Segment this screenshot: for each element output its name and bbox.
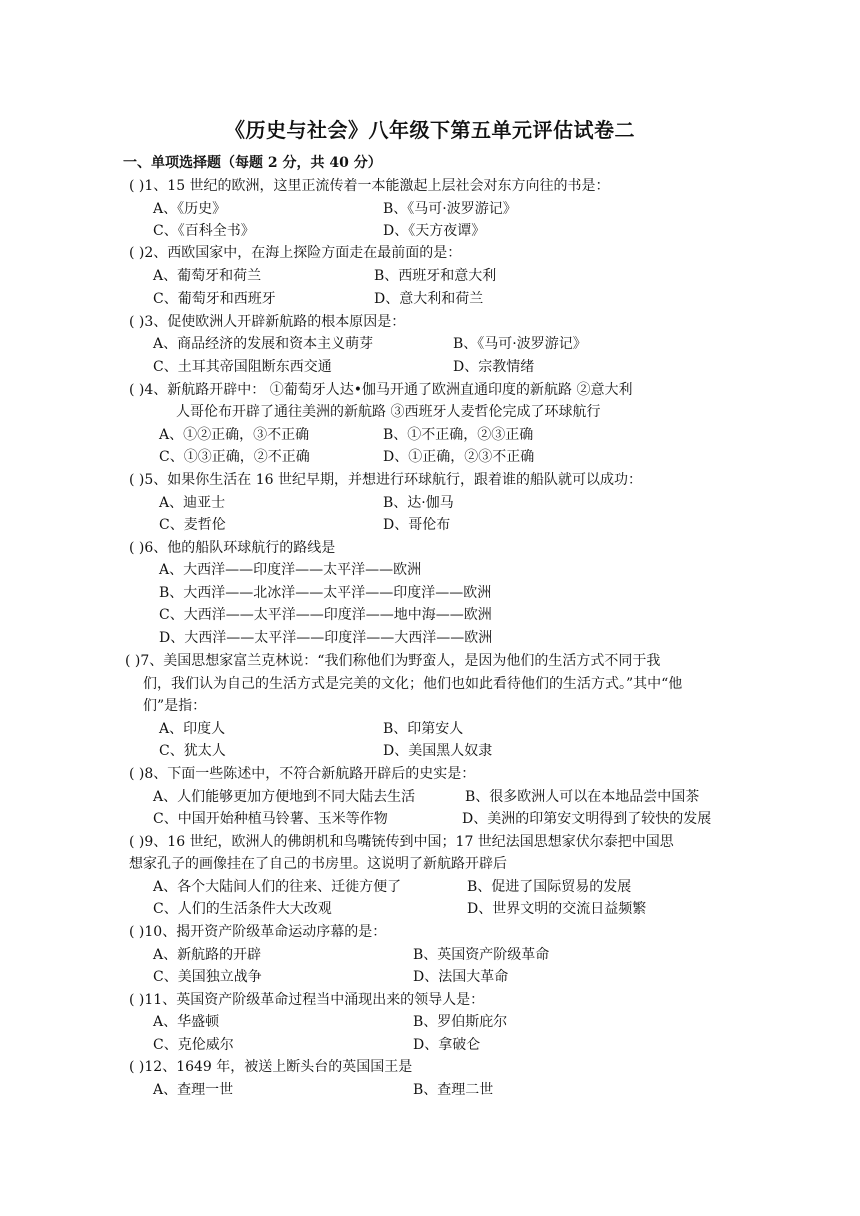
question-4-stem-continued: 人哥伦布开辟了通往美洲的新航路 ③西班牙人麦哲伦完成了环球航行 <box>176 404 601 420</box>
question-6-stem: ( )6、他的船队环球航行的路线是 <box>129 540 336 556</box>
question-8-stem: ( )8、下面一些陈述中，不符合新航路开辟后的史实是： <box>129 766 476 782</box>
question-3-option-a: A、商品经济的发展和资本主义萌芽 <box>153 336 374 352</box>
question-7-option-b: B、印第安人 <box>383 721 464 737</box>
question-5-stem: ( )5、如果你生活在 16 世纪早期，并想进行环球航行，跟着谁的船队就可以成功： <box>129 472 642 488</box>
question-11-option-c: C、克伦威尔 <box>153 1037 234 1053</box>
question-4-stem: ( )4、新航路开辟中： ①葡萄牙人达•伽马开通了欧洲直通印度的新航路 ②意大利 <box>129 382 633 398</box>
question-2-option-c: C、葡萄牙和西班牙 <box>153 291 276 307</box>
question-12-option-a: A、查理一世 <box>153 1082 234 1098</box>
question-6-option-c: C、大西洋——太平洋——印度洋——地中海——欧洲 <box>159 607 492 623</box>
question-11-option-a: A、华盛顿 <box>153 1014 220 1030</box>
question-2-stem: ( )2、西欧国家中，在海上探险方面走在最前面的是： <box>129 245 462 261</box>
question-9-option-a: A、各个大陆间人们的往来、迁徙方便了 <box>153 879 402 895</box>
question-9-option-b: B、促进了国际贸易的发展 <box>467 879 632 895</box>
question-10-option-a: A、新航路的开辟 <box>153 947 262 963</box>
question-10-stem: ( )10、揭开资产阶级革命运动序幕的是： <box>129 924 387 940</box>
question-10-option-b: B、英国资产阶级革命 <box>413 947 550 963</box>
question-7-stem-end: 们”是指： <box>143 698 207 714</box>
question-4-option-b: B、①不正确，②③正确 <box>383 427 534 443</box>
question-9-stem: ( )9、16 世纪，欧洲人的佛朗机和鸟嘴铳传到中国；17 世纪法国思想家伏尔泰把中国思 <box>129 834 674 850</box>
question-7-option-a: A、印度人 <box>159 721 226 737</box>
question-4-option-c: C、①③正确，②不正确 <box>159 449 310 465</box>
question-2-option-d: D、意大利和荷兰 <box>374 291 484 307</box>
question-3-option-d: D、宗教情绪 <box>453 359 535 375</box>
question-2-option-a: A、葡萄牙和荷兰 <box>153 268 262 284</box>
question-7-option-d: D、美国黑人奴隶 <box>383 743 493 759</box>
question-2-option-b: B、西班牙和意大利 <box>374 268 497 284</box>
question-9-stem-continued: 想家孔子的画像挂在了自己的书房里。这说明了新航路开辟后 <box>129 856 507 872</box>
question-12-option-b: B、查理二世 <box>413 1082 494 1098</box>
question-6-option-a: A、大西洋——印度洋——太平洋——欧洲 <box>159 562 422 578</box>
question-8-option-b: B、很多欧洲人可以在本地品尝中国茶 <box>465 789 700 805</box>
question-1-option-c: C、《百科全书》 <box>153 223 255 239</box>
question-9-option-c: C、人们的生活条件大大改观 <box>153 901 332 917</box>
section-heading: 一、单项选择题（每题 2 分，共 40 分） <box>123 155 382 171</box>
question-3-option-b: B、《马可·波罗游记》 <box>453 336 587 352</box>
question-3-stem: ( )3、促使欧洲人开辟新航路的根本原因是： <box>129 314 406 330</box>
question-10-option-d: D、法国大革命 <box>413 969 509 985</box>
question-8-option-d: D、美洲的印第安文明得到了较快的发展 <box>462 811 712 827</box>
question-5-option-c: C、麦哲伦 <box>159 517 226 533</box>
question-6-option-d: D、大西洋——太平洋——印度洋——大西洋——欧洲 <box>159 630 493 646</box>
question-6-option-b: B、大西洋——北冰洋——太平洋——印度洋——欧洲 <box>159 585 492 601</box>
question-7-option-c: C、犹太人 <box>159 743 226 759</box>
question-10-option-c: C、美国独立战争 <box>153 969 262 985</box>
exam-title: 《历史与社会》八年级下第五单元评估试卷二 <box>225 118 635 142</box>
question-7-stem-continued: 们，我们认为自己的生活方式是完美的文化；他们也如此看待他们的生活方式。”其中“他 <box>143 676 683 692</box>
question-4-option-a: A、①②正确，③不正确 <box>159 427 310 443</box>
question-5-option-a: A、迪亚士 <box>159 495 226 511</box>
question-4-option-d: D、①正确，②③不正确 <box>383 449 535 465</box>
question-5-option-d: D、哥伦布 <box>383 517 451 533</box>
question-11-option-b: B、罗伯斯庇尔 <box>413 1014 508 1030</box>
question-5-option-b: B、达·伽马 <box>383 495 454 511</box>
question-8-option-a: A、人们能够更加方便地到不同大陆去生活 <box>153 789 416 805</box>
question-7-stem: ( )7、美国思想家富兰克林说：“我们称他们为野蛮人，是因为他们的生活方式不同于我 <box>125 653 661 669</box>
question-1-option-b: B、《马可·波罗游记》 <box>383 201 517 217</box>
question-1-option-a: A、《历史》 <box>153 201 227 217</box>
question-1-stem: ( )1、15 世纪的欧洲，这里正流传着一本能激起上层社会对东方向往的书是： <box>129 178 610 194</box>
question-12-stem: ( )12、1649 年，被送上断头台的英国国王是 <box>129 1059 413 1075</box>
question-1-option-d: D、《天方夜谭》 <box>383 223 486 239</box>
question-3-option-c: C、土耳其帝国阻断东西交通 <box>153 359 332 375</box>
question-11-option-d: D、拿破仑 <box>413 1037 481 1053</box>
question-8-option-c: C、中国开始种植马铃薯、玉米等作物 <box>153 811 388 827</box>
question-9-option-d: D、世界文明的交流日益频繁 <box>467 901 647 917</box>
question-11-stem: ( )11、英国资产阶级革命过程当中涌现出来的领导人是： <box>129 992 485 1008</box>
